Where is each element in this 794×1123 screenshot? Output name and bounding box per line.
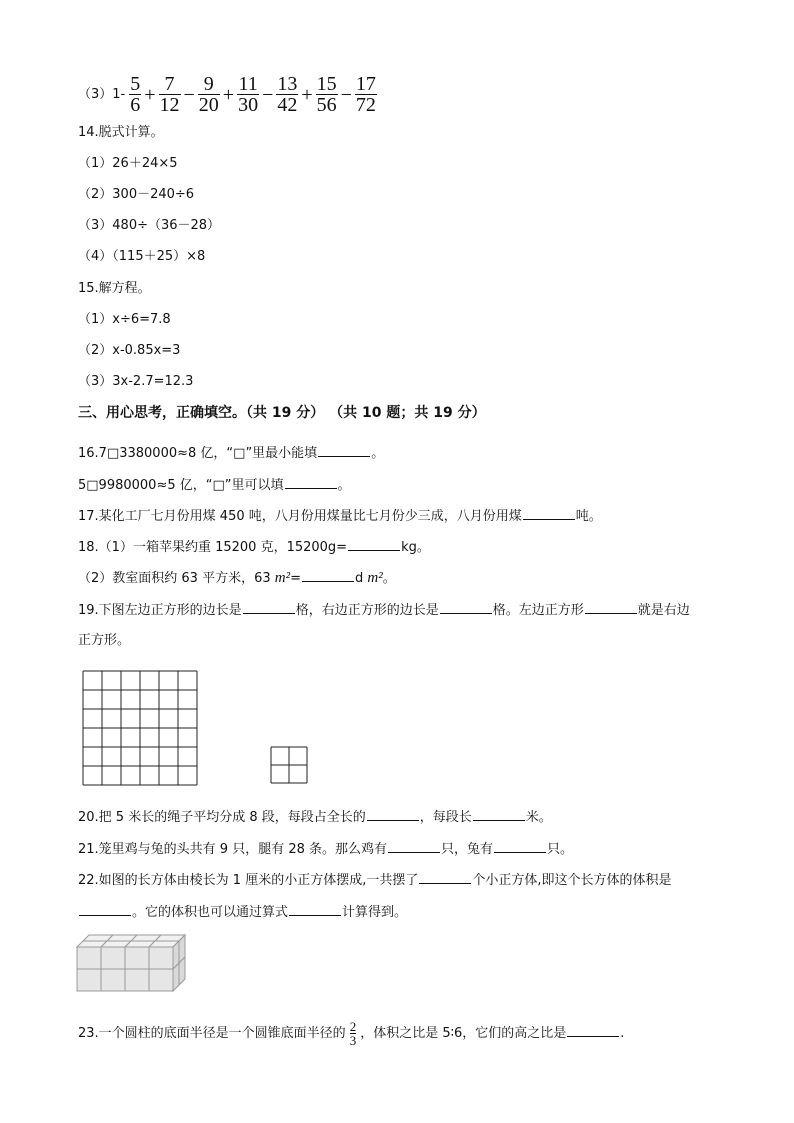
fraction-numerator: 11 [238, 73, 258, 95]
cube-front-face [101, 969, 125, 991]
fraction-terms [127, 74, 379, 115]
section3-heading: 三、用心思考，正确填空。（共 19 分） （共 10 题；共 19 分） [78, 405, 486, 421]
q22-p2: 个小正方体,即这个长方体的体积是 [472, 873, 672, 888]
fraction-1 [159, 74, 181, 115]
q14-item-4: （4）（115＋25）×8 [78, 249, 206, 264]
answer-blank[interactable] [318, 444, 370, 457]
answer-blank[interactable] [440, 601, 492, 614]
q20-p3: 米。 [525, 810, 552, 825]
q20-p1: 20.把 5 米长的绳子平均分成 8 段，每段占全长的 [78, 810, 366, 825]
fraction-0 [129, 74, 141, 115]
answer-blank[interactable] [285, 476, 337, 489]
answer-blank[interactable] [243, 601, 295, 614]
q18-a-end: kg。 [401, 540, 430, 555]
q18-b-pre: （2）教室面积约 63 平方米，63 [78, 571, 275, 586]
q20-p2: ，每段长 [419, 810, 472, 825]
answer-blank[interactable] [289, 903, 341, 916]
fraction-3 [237, 74, 259, 115]
answer-blank[interactable] [348, 538, 400, 551]
q23-fraction-den: 3 [349, 1033, 357, 1048]
fraction-numerator: 15 [316, 73, 337, 95]
q16-a [78, 444, 384, 463]
answer-blank[interactable] [388, 840, 440, 853]
q16-a-end: 。 [371, 446, 385, 461]
q21-p3: 只。 [547, 842, 574, 857]
fraction-numerator: 17 [355, 73, 376, 95]
q23-fraction [350, 1020, 357, 1047]
q23 [78, 1020, 624, 1047]
cuboid-figure [76, 934, 192, 1004]
q21-p2: 只，兔有 [441, 842, 494, 857]
fraction-numerator: 13 [277, 73, 298, 95]
q15-title: 15.解方程。 [78, 281, 151, 296]
q14-item-3: （3）480÷（36－28） [78, 218, 221, 233]
q18-b-end: 。 [382, 571, 396, 586]
q15-item-3: （3）3x-2.7=12.3 [78, 374, 194, 389]
unit-m2: m² [274, 570, 291, 586]
cube-front-face [101, 947, 125, 969]
q21-p1: 21.笼里鸡与兔的头共有 9 只，腿有 28 条。那么鸡有 [78, 842, 388, 857]
operator-6: − [340, 83, 352, 106]
q22-line1 [78, 871, 671, 890]
q15-item-2: （2）x-0.85x=3 [78, 343, 181, 358]
cube-front-face [149, 947, 173, 969]
fraction-denominator: 12 [159, 94, 180, 116]
q22-p1: 22.如图的长方体由棱长为 1 厘米的小正方体摆成,一共摆了 [78, 873, 419, 888]
q23-p3: . [620, 1026, 625, 1041]
q18-b-eq: = [290, 571, 302, 586]
answer-blank[interactable] [302, 569, 354, 582]
q19-p3: 格。左边正方形 [492, 603, 584, 618]
right-square-grid [270, 746, 308, 784]
answer-blank[interactable] [473, 808, 525, 821]
q16-b [78, 476, 351, 495]
operator-1: + [144, 83, 156, 106]
fraction-numerator: 5 [130, 73, 141, 95]
q20 [78, 808, 552, 827]
q16-b-end: 。 [337, 478, 351, 493]
operator-5: + [301, 83, 313, 106]
q15-item-1: （1）x÷6=7.8 [78, 312, 171, 327]
q17-end: 吨。 [575, 509, 602, 524]
left-square-grid [82, 670, 198, 786]
fraction-denominator: 56 [316, 94, 337, 116]
q18-b [78, 569, 396, 588]
operator-3: + [222, 83, 235, 106]
fraction-denominator: 72 [355, 94, 376, 116]
q22-p4: 计算得到。 [342, 905, 408, 920]
answer-blank[interactable] [523, 507, 575, 520]
q18-a-text: 18.（1）一箱苹果约重 15200 克，15200g= [78, 540, 348, 555]
answer-blank[interactable] [419, 871, 471, 884]
q14-title: 14.脱式计算。 [78, 125, 164, 140]
fraction-denominator: 30 [238, 94, 259, 116]
q13-3-expression [78, 74, 379, 115]
q17 [78, 507, 602, 526]
cube-front-face [77, 969, 101, 991]
q14-item-2: （2）300－240÷6 [78, 187, 195, 202]
q19-p4: 就是右边 [637, 603, 690, 618]
q16-b-text: 5□9980000≈5 亿，“□”里可以填 [78, 478, 284, 493]
fraction-5 [316, 74, 338, 115]
fraction-denominator: 42 [277, 94, 298, 116]
cube-front-face [149, 969, 173, 991]
fraction-numerator: 9 [203, 73, 214, 95]
operator-4: − [262, 83, 274, 106]
fraction-2 [198, 74, 220, 115]
fraction-denominator: 6 [130, 94, 141, 116]
answer-blank[interactable] [367, 808, 419, 821]
answer-blank[interactable] [79, 903, 131, 916]
fraction-denominator: 20 [198, 94, 219, 116]
q23-p1: 23.一个圆柱的底面半径是一个圆锥底面半径的 [78, 1026, 346, 1041]
answer-blank[interactable] [585, 601, 637, 614]
q21 [78, 840, 573, 859]
q13-3-label: （3）1- [78, 86, 126, 102]
fraction-6 [355, 74, 377, 115]
cube-front-face [125, 969, 149, 991]
unit-m2: m² [367, 570, 383, 586]
answer-blank[interactable] [494, 840, 546, 853]
q19-line2: 正方形。 [78, 633, 131, 648]
q17-text: 17.某化工厂七月份用煤 450 吨，八月份用煤量比七月份少三成，八月份用煤 [78, 509, 522, 524]
q22-p3: 。它的体积也可以通过算式 [132, 905, 289, 920]
cube-front-face [77, 947, 101, 969]
cube-front-face [125, 947, 149, 969]
answer-blank[interactable] [567, 1024, 619, 1037]
q18-a [78, 538, 430, 557]
q19-p2: 格，右边正方形的边长是 [295, 603, 439, 618]
q14-item-1: （1）26＋24×5 [78, 156, 178, 171]
fraction-numerator: 7 [164, 73, 175, 95]
q18-b-mid: d [355, 571, 368, 586]
q19-line1 [78, 601, 690, 620]
q19-p1: 19.下图左边正方形的边长是 [78, 603, 242, 618]
operator-2: − [183, 83, 195, 106]
q23-p2: ，体积之比是 5∶6，它们的高之比是 [360, 1026, 567, 1041]
fraction-4 [276, 74, 298, 115]
q23-fraction-num: 2 [349, 1019, 357, 1034]
q16-a-text: 16.7□3380000≈8 亿，“□”里最小能填 [78, 446, 318, 461]
q22-line2 [78, 903, 407, 922]
